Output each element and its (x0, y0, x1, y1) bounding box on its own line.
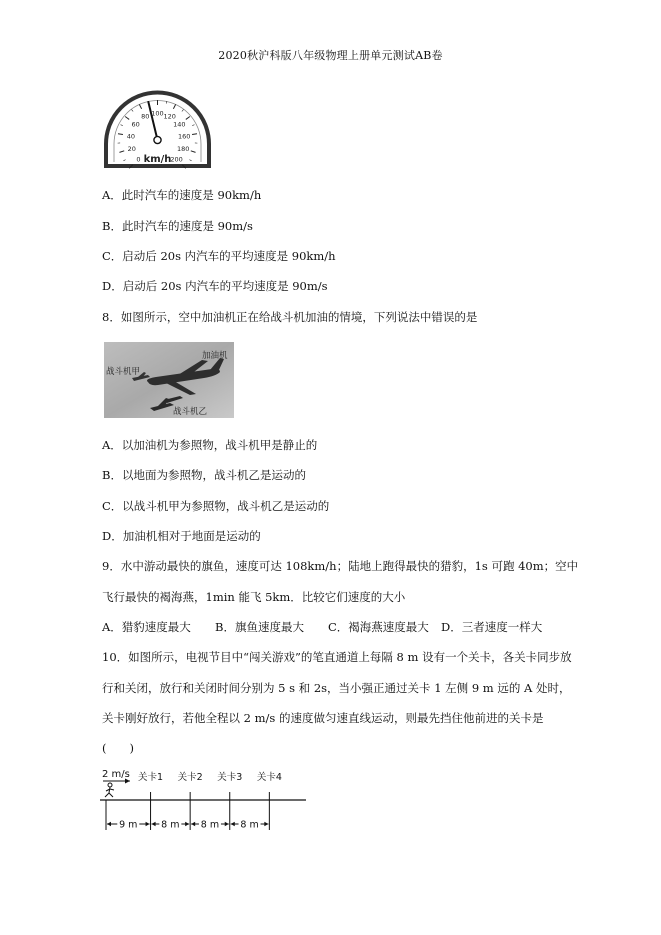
speed-label: 2 m/s (102, 769, 130, 780)
q9-option-d: D．三者速度一样大 (441, 620, 543, 634)
gauge-tick (173, 104, 175, 108)
q10-stem-line2: 行和关闭，放行和关闭时间分别为 5 s 和 2s，当小强正通过关卡 1 左侧 9 m 远的 A 处时， (102, 681, 571, 695)
gauge-label: 140 (173, 120, 186, 129)
gauge-label: 120 (163, 112, 176, 121)
q9-option-a: A．猎豹速度最大 (102, 620, 191, 634)
distance-arrow-head (231, 822, 235, 826)
gauge-label: 60 (131, 120, 140, 129)
gauge-label: 20 (127, 144, 136, 153)
q8-option-c: C．以战斗机甲为参照物，战斗机乙是运动的 (102, 499, 330, 513)
distance-arrow-head (152, 822, 156, 826)
gate-label: 关卡3 (217, 772, 243, 783)
gauge-tick (125, 116, 129, 119)
distance-label: 8 m (161, 819, 180, 831)
gauge-label: 160 (177, 132, 191, 141)
runner-figure (105, 783, 114, 797)
speedometer-figure (100, 84, 215, 174)
gauge-label: 40 (126, 132, 135, 141)
distance-arrow-head (185, 822, 189, 826)
label-fighter-a: 战斗机甲 (106, 367, 141, 377)
q7-option-a: A．此时汽车的速度是 90km/h (102, 188, 262, 202)
speedometer-unit: km/h (143, 154, 172, 165)
page-header: 2020秋沪科版八年级物理上册单元测试AB卷 (218, 49, 443, 62)
gauge-tick (192, 125, 194, 126)
gauge-tick (118, 134, 123, 135)
gauge-label: 200 (170, 155, 183, 164)
gauge-label: 80 (141, 112, 150, 121)
distance-arrow-head (225, 822, 229, 826)
distance-arrow-head (146, 822, 150, 826)
needle-hub (154, 136, 161, 143)
gate-label: 关卡2 (177, 772, 203, 783)
q7-option-c: C．启动后 20s 内汽车的平均速度是 90km/h (102, 249, 336, 263)
gauge-tick (192, 134, 197, 135)
label-tanker: 加油机 (202, 351, 228, 361)
q7-option-d: D．启动后 20s 内汽车的平均速度是 90m/s (102, 279, 328, 293)
q8-option-d: D．加油机相对于地面是运动的 (102, 529, 261, 543)
distance-label: 9 m (119, 819, 138, 831)
distance-arrow-head (191, 822, 195, 826)
gauge-tick (121, 125, 123, 126)
q9-options (102, 619, 542, 635)
q9-stem-line1: 9．水中游动最快的旗鱼，速度可达 108km/h；陆地上跑得最快的猎豹，1s 可跑 40m；空中 (102, 559, 579, 573)
gauge-tick (191, 151, 196, 153)
q9-option-c: C．褐海燕速度最大 (328, 620, 429, 634)
gauge-tick (186, 116, 190, 119)
q10-stem-line1: 10．如图所示，电视节目中“闯关游戏”的笔直通道上每隔 8 m 设有一个关卡，各关卡同步放 (102, 650, 572, 664)
q9-option-b: B．旗鱼速度最大 (215, 620, 304, 634)
gate-label: 关卡1 (138, 772, 164, 783)
gauge-tick (189, 160, 191, 161)
gauge-label: 0 (136, 155, 141, 164)
distance-label: 8 m (200, 819, 220, 831)
distance-arrow-head (107, 822, 111, 826)
q9-stem-line2: 飞行最快的褐海燕，1min 能飞 5km．比较它们速度的大小 (102, 590, 406, 604)
distance-arrow-head (264, 822, 268, 826)
gauge-label: 100 (151, 109, 164, 118)
q7-option-b: B．此时汽车的速度是 90m/s (102, 219, 253, 233)
q8-stem: 8．如图所示，空中加油机正在给战斗机加油的情境，下列说法中错误的是 (102, 310, 478, 324)
gates-diagram (98, 762, 310, 834)
q10-answer-blank: ( ) (102, 741, 134, 755)
gauge-tick (132, 110, 134, 112)
gate-label: 关卡4 (256, 772, 282, 783)
q10-stem-line3: 关卡刚好放行，若他全程以 2 m/s 的速度做匀速直线运动，则最先挡住他前进的关卡是 (102, 711, 544, 725)
speedometer-needle (148, 101, 157, 140)
q8-option-a: A．以加油机为参照物，战斗机甲是静止的 (102, 438, 318, 452)
distance-label: 8 m (240, 819, 259, 831)
gauge-tick (119, 151, 124, 153)
label-fighter-b: 战斗机乙 (173, 407, 208, 417)
gauge-label: 180 (176, 144, 190, 153)
gauge-tick (182, 110, 184, 112)
refuel-photo (104, 342, 234, 418)
q8-option-b: B．以地面为参照物，战斗机乙是运动的 (102, 468, 306, 482)
gauge-tick (123, 160, 125, 161)
gauge-tick (139, 104, 141, 108)
